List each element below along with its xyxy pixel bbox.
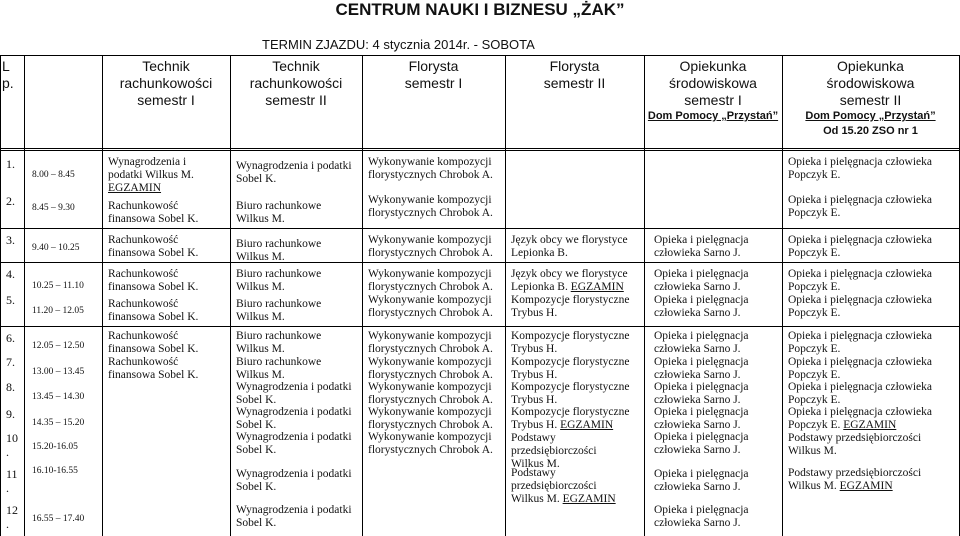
lesson-teacher: florystycznych Chrobok A.	[368, 169, 493, 181]
header-line: Od 15.20 ZSO nr 1	[823, 125, 918, 137]
lesson-title: Rachunkowość	[108, 356, 179, 368]
lesson-teacher: człowieka Sarno J.	[654, 343, 741, 355]
lesson-teacher: człowieka Sarno J.	[654, 481, 741, 493]
grid-line	[0, 150, 960, 151]
lesson-title: Wykonywanie kompozycji	[368, 330, 492, 342]
header-line: semestr II	[265, 92, 327, 108]
lesson-teacher	[511, 493, 616, 506]
header-col-1	[102, 58, 230, 109]
row-number: 4.	[6, 267, 15, 281]
header-line: p.	[2, 75, 14, 91]
lesson-title: Wykonywanie kompozycji	[368, 431, 492, 443]
lesson-title: Podstawy przedsiębiorczości	[788, 467, 922, 479]
lesson-title: Biuro rachunkowe	[236, 200, 322, 212]
lesson-teacher-name: Lepionka B.	[511, 281, 571, 293]
header-line: semestr I	[684, 92, 742, 108]
header-line: Dom Pomocy „Przystań”	[647, 110, 779, 122]
grid-line	[102, 55, 103, 536]
lesson-teacher-name: Wilkus M.	[788, 480, 840, 492]
lesson-teacher: Popczyk E.	[788, 394, 841, 406]
grid-line	[0, 148, 960, 149]
grid-line	[644, 55, 645, 536]
lesson-teacher	[511, 419, 613, 432]
lesson-title: Wykonywanie kompozycji	[368, 294, 492, 306]
lesson-title: Opieka i pielęgnacja człowieka	[788, 294, 932, 306]
lesson-title: Opieka i pielęgnacja	[654, 330, 749, 342]
lesson-teacher: finansowa Sobel K.	[108, 213, 199, 225]
lesson-time: 10.25 – 11.10	[32, 281, 84, 291]
lesson-teacher: florystycznych Chrobok A.	[368, 343, 493, 355]
row-number: 11	[6, 467, 18, 481]
header-line: Dom Pomocy „Przystań”	[805, 110, 936, 122]
lesson-title: Wykonywanie kompozycji	[368, 356, 492, 368]
lesson-teacher: Popczyk E.	[788, 307, 841, 319]
exam-label: EGZAMIN	[562, 493, 616, 505]
lesson-title: Opieka i pielęgnacja	[654, 294, 749, 306]
lesson-teacher: finansowa Sobel K.	[108, 369, 199, 381]
lesson-title: Język obcy we florystyce	[511, 234, 628, 246]
header-line: Florysta	[549, 58, 600, 74]
lesson-teacher: człowieka Sarno J.	[654, 247, 741, 259]
row-number: 8.	[6, 380, 15, 394]
lesson-teacher: Popczyk E.	[788, 247, 841, 259]
header-line: L	[2, 58, 10, 74]
lesson-teacher: Trybus H.	[511, 394, 558, 406]
lesson-teacher: Popczyk E.	[788, 369, 841, 381]
lesson-title: Rachunkowość	[108, 234, 179, 246]
lesson-title: Wykonywanie kompozycji	[368, 156, 492, 168]
lesson-teacher: Lepionka B.	[511, 247, 568, 259]
lesson-title: Opieka i pielęgnacja	[654, 268, 749, 280]
lesson-teacher: florystycznych Chrobok A.	[368, 369, 493, 381]
lesson-title: Wykonywanie kompozycji	[368, 234, 492, 246]
page-title: CENTRUM NAUKI I BIZNESU „ŻAK”	[335, 0, 625, 19]
lesson-title: Biuro rachunkowe	[236, 330, 322, 342]
lesson-teacher: Wilkus M.	[788, 445, 837, 457]
exam-label: EGZAMIN	[839, 480, 893, 492]
lesson-title: Biuro rachunkowe	[236, 298, 322, 310]
lesson-teacher: florystycznych Chrobok A.	[368, 207, 493, 219]
lesson-title: Wykonywanie kompozycji	[368, 194, 492, 206]
lesson-teacher-name: Popczyk E.	[788, 419, 844, 431]
lesson-teacher: człowieka Sarno J.	[654, 281, 741, 293]
lesson-teacher	[788, 480, 893, 493]
header-col-6	[782, 58, 959, 139]
lesson-title: Wykonywanie kompozycji	[368, 406, 492, 418]
lesson-teacher: Popczyk E.	[788, 169, 841, 181]
row-number: 3.	[6, 233, 15, 247]
grid-line	[362, 55, 363, 536]
lesson-teacher: Trybus H.	[511, 307, 558, 319]
header-line: środowiskowa	[669, 75, 757, 91]
row-number: 1.	[6, 157, 15, 171]
lesson-title: Opieka i pielęgnacja	[654, 406, 749, 418]
lesson-title: Wynagrodzenia i podatki	[236, 431, 352, 443]
header-line: Technik	[272, 58, 320, 74]
row-number: .	[6, 445, 9, 459]
lesson-time: 16.10-16.55	[32, 466, 78, 476]
lesson-teacher: florystycznych Chrobok A.	[368, 307, 493, 319]
row-number: 7.	[6, 355, 15, 369]
lesson-teacher: Popczyk E.	[788, 207, 841, 219]
lesson-title: przedsiębiorczości	[511, 445, 597, 457]
lesson-title: Opieka i pielęgnacja człowieka	[788, 194, 932, 206]
header-line: semestr II	[839, 92, 902, 108]
lesson-time: 15.20-16.05	[32, 442, 78, 452]
row-number: 10	[6, 431, 18, 445]
header-col-5	[644, 58, 782, 124]
grid-line	[24, 55, 25, 536]
lesson-teacher: Sobel K.	[236, 481, 277, 493]
lesson-title: Kompozycje florystyczne	[511, 406, 630, 418]
lesson-title: Wynagrodzenia i podatki	[236, 160, 352, 172]
lesson-teacher: człowieka Sarno J.	[654, 307, 741, 319]
exam-label: EGZAMIN	[560, 419, 614, 431]
lesson-title: Podstawy	[511, 467, 556, 479]
header-line: Opiekunka	[837, 58, 904, 74]
lesson-title: Opieka i pielęgnacja człowieka	[788, 268, 932, 280]
lesson-time: 8.45 – 9.30	[32, 203, 75, 213]
lesson-title: Wynagrodzenia i podatki	[236, 406, 352, 418]
lesson-teacher: florystycznych Chrobok A.	[368, 394, 493, 406]
lesson-title: przedsiębiorczości	[511, 480, 597, 492]
lesson-time: 13.45 – 14.30	[32, 392, 85, 402]
lesson-title: Wynagrodzenia i	[108, 156, 187, 168]
lesson-teacher: człowieka Sarno J.	[654, 419, 741, 431]
header-col-4	[505, 58, 644, 92]
lesson-teacher: Wilkus M.	[236, 213, 285, 225]
header-line: rachunkowości	[249, 75, 343, 91]
row-number: 9.	[6, 407, 15, 421]
grid-line	[0, 228, 960, 229]
lesson-title: Język obcy we florystyce	[511, 268, 628, 280]
row-number: 5.	[6, 293, 15, 307]
lesson-teacher: florystycznych Chrobok A.	[368, 281, 493, 293]
lesson-teacher: finansowa Sobel K.	[108, 247, 199, 259]
lesson-title: Opieka i pielęgnacja	[654, 504, 749, 516]
lesson-teacher: człowieka Sarno J.	[654, 394, 741, 406]
header-line: środowiskowa	[826, 75, 915, 91]
row-number: .	[6, 481, 9, 495]
lesson-title: Wykonywanie kompozycji	[368, 268, 492, 280]
lesson-teacher: Sobel K.	[236, 444, 277, 456]
header-line: semestr II	[543, 75, 606, 91]
lesson-teacher	[511, 281, 624, 294]
lesson-title: Opieka i pielęgnacja	[654, 356, 749, 368]
lesson-teacher: człowieka Sarno J.	[654, 369, 741, 381]
header-col-3	[362, 58, 505, 92]
lesson-title: Podstawy przedsiębiorczości	[788, 432, 922, 444]
lesson-title: Wykonywanie kompozycji	[368, 381, 492, 393]
lesson-teacher: Wilkus M.	[236, 251, 285, 263]
lesson-teacher: Trybus H.	[511, 369, 558, 381]
lesson-title: Opieka i pielęgnacja człowieka	[788, 356, 932, 368]
lesson-time: 16.55 – 17.40	[32, 514, 85, 524]
lesson-title: Wynagrodzenia i podatki	[236, 381, 352, 393]
row-number: 12	[6, 503, 18, 517]
lesson-title: Opieka i pielęgnacja	[654, 234, 749, 246]
lesson-teacher: florystycznych Chrobok A.	[368, 444, 493, 456]
lesson-teacher: Wilkus M.	[236, 281, 285, 293]
lesson-teacher: Sobel K.	[236, 419, 277, 431]
grid-line	[0, 55, 1, 536]
lesson-teacher: Wilkus M.	[236, 343, 285, 355]
header-line: Technik	[142, 58, 190, 74]
lesson-title: Biuro rachunkowe	[236, 238, 322, 250]
lesson-teacher: Popczyk E.	[788, 281, 841, 293]
lesson-teacher	[788, 419, 896, 432]
lesson-teacher: podatki Wilkus M.	[108, 169, 194, 181]
lesson-title: Biuro rachunkowe	[236, 268, 322, 280]
header-line: Florysta	[408, 58, 459, 74]
grid-line	[505, 55, 506, 536]
lesson-title: Kompozycje florystyczne	[511, 356, 630, 368]
lesson-title: Opieka i pielęgnacja człowieka	[788, 381, 932, 393]
lesson-title: Rachunkowość	[108, 200, 179, 212]
lesson-title: Rachunkowość	[108, 298, 179, 310]
lesson-teacher: Sobel K.	[236, 173, 277, 185]
row-number: 6.	[6, 331, 15, 345]
lesson-time: 12.05 – 12.50	[32, 341, 85, 351]
lesson-teacher: człowieka Sarno J.	[654, 517, 741, 529]
lesson-teacher: Popczyk E.	[788, 343, 841, 355]
grid-line	[0, 262, 960, 263]
header-line: Opiekunka	[679, 58, 747, 74]
lesson-time: 14.35 – 15.20	[32, 418, 85, 428]
header-col-2	[230, 58, 362, 109]
lesson-title: Opieka i pielęgnacja człowieka	[788, 234, 932, 246]
page-subtitle: TERMIN ZJAZDU: 4 stycznia 2014r. - SOBOTA	[262, 37, 535, 52]
lesson-title: Opieka i pielęgnacja	[654, 381, 749, 393]
lesson-title: Kompozycje florystyczne	[511, 330, 630, 342]
header-line: semestr I	[137, 92, 195, 108]
header-line: semestr I	[404, 75, 463, 91]
lesson-title: Wynagrodzenia i podatki	[236, 468, 352, 480]
row-number: .	[6, 517, 9, 531]
lesson-title: Kompozycje florystyczne	[511, 381, 630, 393]
lesson-time: 11.20 – 12.05	[32, 306, 84, 316]
lesson-teacher: finansowa Sobel K.	[108, 343, 199, 355]
exam-label: EGZAMIN	[843, 419, 897, 431]
lesson-title: Podstawy	[511, 432, 556, 444]
lesson-time: 9.40 – 10.25	[32, 243, 80, 253]
lesson-title: Rachunkowość	[108, 268, 179, 280]
header-line: rachunkowości	[119, 75, 213, 91]
lesson-title: Opieka i pielęgnacja człowieka	[788, 330, 932, 342]
lesson-teacher-name: Trybus H.	[511, 419, 561, 431]
grid-line	[0, 326, 960, 327]
lesson-teacher: Wilkus M.	[236, 369, 285, 381]
lesson-teacher: florystycznych Chrobok A.	[368, 247, 493, 259]
grid-line	[0, 55, 960, 56]
lesson-title: Opieka i pielęgnacja człowieka	[788, 406, 932, 418]
lesson-title: Opieka i pielęgnacja człowieka	[788, 156, 932, 168]
lesson-time: 8.00 – 8.45	[32, 170, 75, 180]
grid-line	[230, 55, 231, 536]
lesson-title: Opieka i pielęgnacja	[654, 431, 749, 443]
lesson-teacher: Sobel K.	[236, 394, 277, 406]
lesson-teacher: Sobel K.	[236, 517, 277, 529]
lesson-teacher: florystycznych Chrobok A.	[368, 419, 493, 431]
lesson-teacher: człowieka Sarno J.	[654, 444, 741, 456]
lesson-teacher: Trybus H.	[511, 343, 558, 355]
lesson-teacher-name: Wilkus M.	[511, 493, 563, 505]
header-lp	[2, 58, 22, 92]
row-number: 2.	[6, 194, 15, 208]
lesson-teacher: Wilkus M.	[511, 458, 560, 470]
lesson-teacher: finansowa Sobel K.	[108, 281, 199, 293]
lesson-title: Rachunkowość	[108, 330, 179, 342]
lesson-teacher: Wilkus M.	[236, 311, 285, 323]
lesson-title: Wynagrodzenia i podatki	[236, 504, 352, 516]
exam-label: EGZAMIN	[108, 182, 162, 194]
lesson-time: 13.00 – 13.45	[32, 367, 85, 377]
lesson-title: Opieka i pielęgnacja	[654, 468, 749, 480]
lesson-teacher: finansowa Sobel K.	[108, 311, 199, 323]
lesson-title: Kompozycje florystyczne	[511, 294, 630, 306]
lesson-title: Biuro rachunkowe	[236, 356, 322, 368]
exam-label: EGZAMIN	[570, 281, 624, 293]
